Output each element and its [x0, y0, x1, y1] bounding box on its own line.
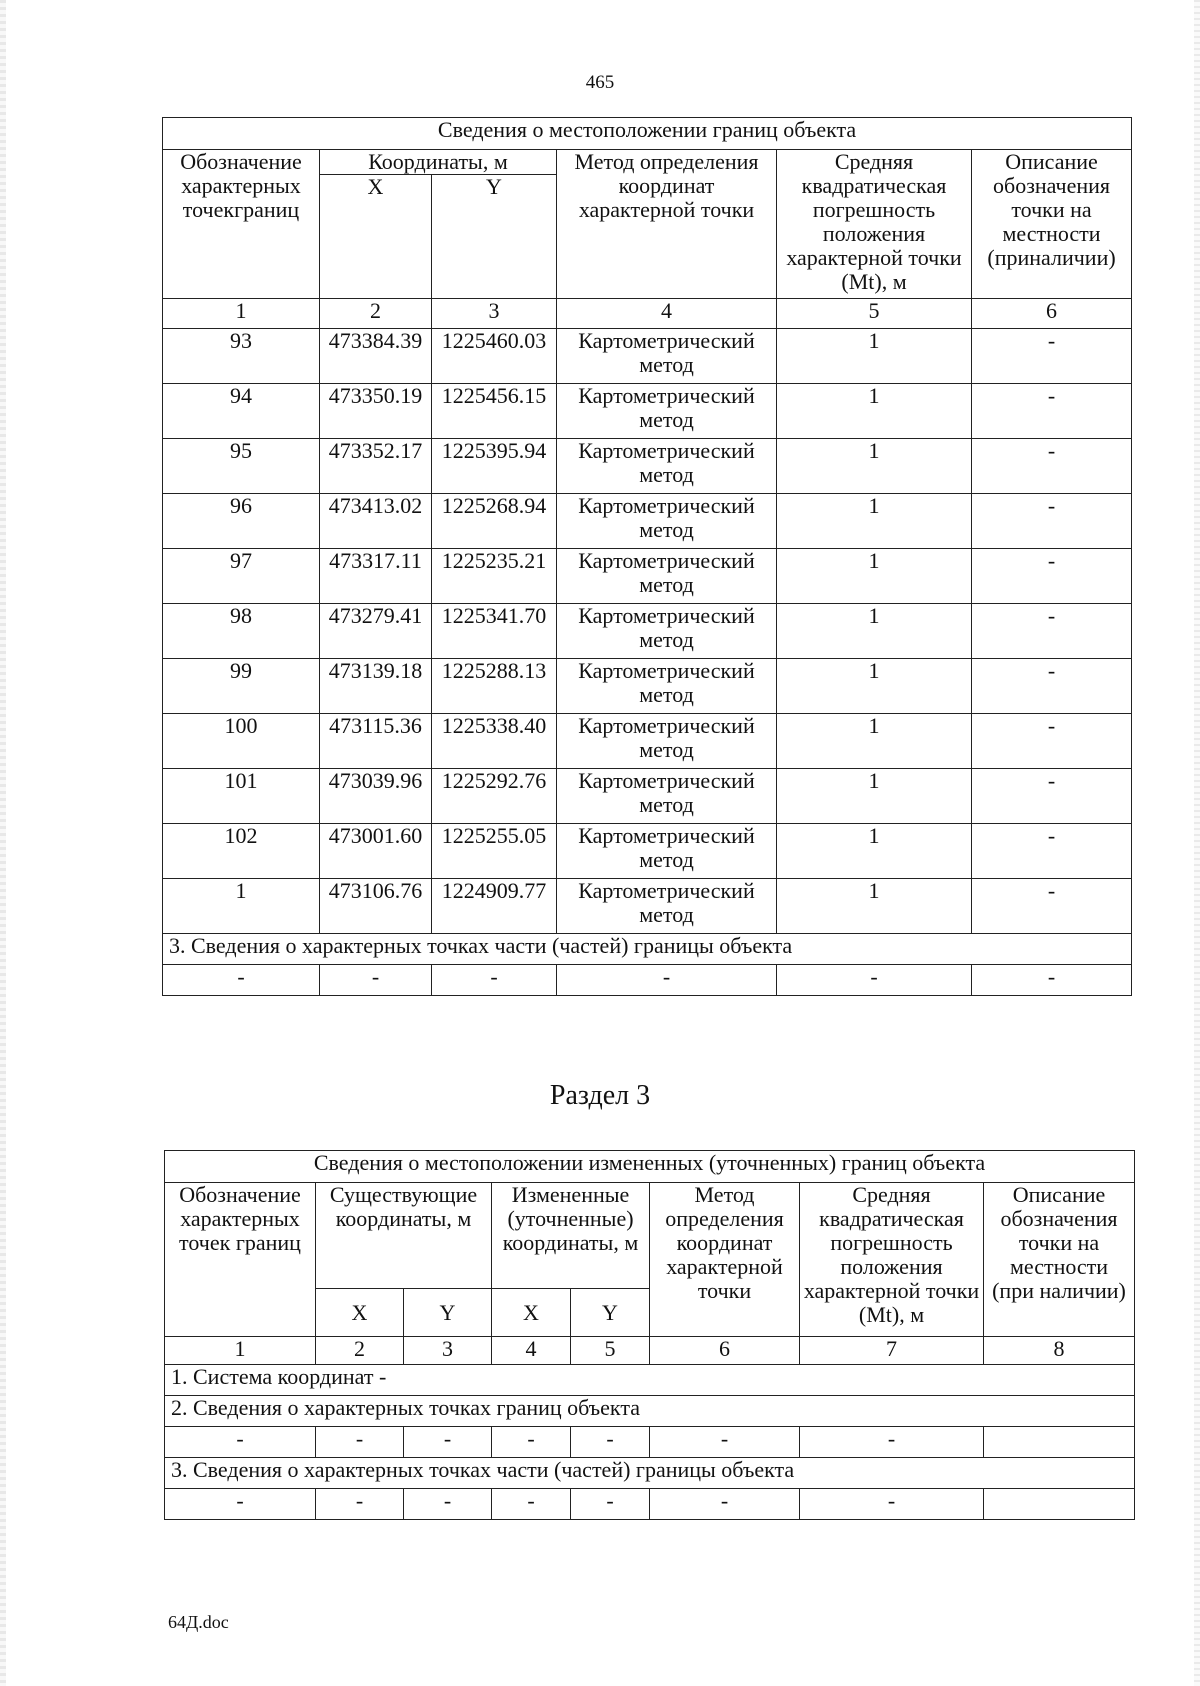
header-x: X [320, 175, 432, 299]
header-y: Y [432, 175, 557, 299]
cell-description: - [972, 494, 1132, 549]
cell-error: 1 [777, 439, 972, 494]
table-title-row [163, 118, 1132, 150]
dash-cell: - [316, 1489, 404, 1520]
cell-error: 1 [777, 384, 972, 439]
cell-x: 473279.41 [320, 604, 432, 659]
cell-description: - [972, 769, 1132, 824]
column-number: 1 [163, 299, 320, 329]
section2-row [165, 1396, 1135, 1427]
cell-point: 93 [163, 329, 320, 384]
cell-y: 1225456.15 [432, 384, 557, 439]
dash-cell [984, 1427, 1135, 1458]
cell-description: - [972, 879, 1132, 934]
cell-x: 473352.17 [320, 439, 432, 494]
cell-y: 1225235.21 [432, 549, 557, 604]
column-number: 5 [777, 299, 972, 329]
header-point: Обозначение характерных точекграниц [163, 150, 320, 299]
section2-label: 2. Сведения о характерных точках границ объекта [165, 1396, 1135, 1427]
column-number: 2 [316, 1337, 404, 1365]
dash-cell: - [800, 1489, 984, 1520]
cell-error: 1 [777, 494, 972, 549]
cell-point: 1 [163, 879, 320, 934]
column-number: 6 [972, 299, 1132, 329]
cell-y: 1224909.77 [432, 879, 557, 934]
cell-point: 99 [163, 659, 320, 714]
table-row [163, 439, 1132, 494]
cell-description: - [972, 659, 1132, 714]
header-coords: Координаты, м [320, 150, 557, 175]
header-description: Описание обозначения точки на местности (при наличии) [984, 1183, 1135, 1337]
cell-description: - [972, 714, 1132, 769]
header-changed-x: X [492, 1289, 571, 1337]
cell-point: 97 [163, 549, 320, 604]
footer-filename: 64Д.doc [168, 1612, 229, 1632]
column-number: 5 [571, 1337, 650, 1365]
column-number: 6 [650, 1337, 800, 1365]
table-row [163, 494, 1132, 549]
cell-x: 473413.02 [320, 494, 432, 549]
cell-x: 473350.19 [320, 384, 432, 439]
cell-y: 1225460.03 [432, 329, 557, 384]
section3-values-row [163, 965, 1132, 996]
cell-error: 1 [777, 604, 972, 659]
cell-error: 1 [777, 549, 972, 604]
column-number: 2 [320, 299, 432, 329]
cell-method: Картометрический метод [557, 824, 777, 879]
cell-description: - [972, 549, 1132, 604]
table-row [163, 384, 1132, 439]
table-row [163, 714, 1132, 769]
scan-edge-left [0, 0, 6, 1686]
header-method: Метод определения координат характерной точки [650, 1183, 800, 1337]
column-number: 3 [404, 1337, 492, 1365]
column-number: 1 [165, 1337, 316, 1365]
cell-point: 94 [163, 384, 320, 439]
cell-method: Картометрический метод [557, 659, 777, 714]
header-existing-y: Y [404, 1289, 492, 1337]
cell-description: - [972, 824, 1132, 879]
cell-description: - [972, 439, 1132, 494]
cell-method: Картометрический метод [557, 714, 777, 769]
header-existing: Существующие координаты, м [316, 1183, 492, 1289]
column-number: 4 [557, 299, 777, 329]
cell-y: 1225255.05 [432, 824, 557, 879]
cell-point: 101 [163, 769, 320, 824]
table-title-row [165, 1151, 1135, 1183]
cell-x: 473001.60 [320, 824, 432, 879]
section3-row [165, 1458, 1135, 1489]
cell-error: 1 [777, 824, 972, 879]
cell-error: 1 [777, 659, 972, 714]
dash-cell: - [557, 965, 777, 996]
header-error: Средняя квадратическая погрешность положения характерной точки (Mt), м [777, 150, 972, 299]
cell-point: 96 [163, 494, 320, 549]
cell-method: Картометрический метод [557, 329, 777, 384]
dash-cell: - [492, 1427, 571, 1458]
column-number: 3 [432, 299, 557, 329]
cell-x: 473139.18 [320, 659, 432, 714]
dash-cell: - [492, 1489, 571, 1520]
coordinate-system-label: 1. Система координат - [165, 1365, 1135, 1396]
cell-y: 1225338.40 [432, 714, 557, 769]
cell-point: 100 [163, 714, 320, 769]
column-number-row [163, 299, 1132, 329]
header-method: Метод определения координат характерной точки [557, 150, 777, 299]
header-row [165, 1183, 1135, 1289]
header-point: Обозначение характерных точек границ [165, 1183, 316, 1337]
header-description: Описание обозначения точки на местности (приналичии) [972, 150, 1132, 299]
dash-cell: - [800, 1427, 984, 1458]
dash-cell: - [571, 1427, 650, 1458]
dash-cell: - [165, 1489, 316, 1520]
cell-description: - [972, 384, 1132, 439]
table-row [163, 604, 1132, 659]
cell-error: 1 [777, 769, 972, 824]
cell-x: 473384.39 [320, 329, 432, 384]
cell-error: 1 [777, 714, 972, 769]
cell-y: 1225292.76 [432, 769, 557, 824]
cell-error: 1 [777, 329, 972, 384]
cell-error: 1 [777, 879, 972, 934]
table-row [163, 769, 1132, 824]
section3-values-row [165, 1489, 1135, 1520]
column-number: 4 [492, 1337, 571, 1365]
dash-cell: - [320, 965, 432, 996]
cell-method: Картометрический метод [557, 384, 777, 439]
table-row [163, 329, 1132, 384]
cell-method: Картометрический метод [557, 604, 777, 659]
cell-x: 473115.36 [320, 714, 432, 769]
dash-cell: - [404, 1489, 492, 1520]
cell-y: 1225288.13 [432, 659, 557, 714]
table-body [163, 329, 1132, 934]
cell-point: 102 [163, 824, 320, 879]
column-number: 8 [984, 1337, 1135, 1365]
section3-row [163, 934, 1132, 965]
header-changed: Измененные (уточненные) координаты, м [492, 1183, 650, 1289]
dash-cell: - [571, 1489, 650, 1520]
cell-description: - [972, 329, 1132, 384]
dash-cell: - [316, 1427, 404, 1458]
cell-point: 98 [163, 604, 320, 659]
cell-y: 1225341.70 [432, 604, 557, 659]
section-heading: Раздел 3 [549, 1080, 651, 1111]
dash-cell: - [165, 1427, 316, 1458]
cell-y: 1225268.94 [432, 494, 557, 549]
table-row [163, 824, 1132, 879]
dash-cell: - [650, 1427, 800, 1458]
dash-cell: - [972, 965, 1132, 996]
dash-cell: - [163, 965, 320, 996]
dash-cell: - [432, 965, 557, 996]
cell-method: Картометрический метод [557, 879, 777, 934]
column-number-row [165, 1337, 1135, 1365]
cell-method: Картометрический метод [557, 549, 777, 604]
cell-method: Картометрический метод [557, 439, 777, 494]
table-row [163, 659, 1132, 714]
dash-cell: - [404, 1427, 492, 1458]
header-row [163, 150, 1132, 175]
section3-label: 3. Сведения о характерных точках части (частей) границы объекта [163, 934, 1132, 965]
cell-x: 473317.11 [320, 549, 432, 604]
page-number: 465 [585, 72, 615, 93]
section3-label: 3. Сведения о характерных точках части (частей) границы объекта [165, 1458, 1135, 1489]
table-title: Сведения о местоположении границ объекта [163, 118, 1132, 150]
coordinate-system-row [165, 1365, 1135, 1396]
column-number: 7 [800, 1337, 984, 1365]
dash-cell: - [650, 1489, 800, 1520]
table-row [163, 879, 1132, 934]
cell-x: 473039.96 [320, 769, 432, 824]
cell-y: 1225395.94 [432, 439, 557, 494]
table-row [163, 549, 1132, 604]
header-existing-x: X [316, 1289, 404, 1337]
dash-cell [984, 1489, 1135, 1520]
scan-edge-right [1194, 0, 1200, 1686]
header-error: Средняя квадратическая погрешность положения характерной точки (Mt), м [800, 1183, 984, 1337]
cell-method: Картометрический метод [557, 769, 777, 824]
header-changed-y: Y [571, 1289, 650, 1337]
cell-method: Картометрический метод [557, 494, 777, 549]
boundary-location-table [162, 117, 1132, 996]
table-title: Сведения о местоположении измененных (уточненных) границ объекта [165, 1151, 1135, 1183]
cell-description: - [972, 604, 1132, 659]
changed-boundary-table [164, 1150, 1135, 1520]
cell-x: 473106.76 [320, 879, 432, 934]
section2-values-row [165, 1427, 1135, 1458]
dash-cell: - [777, 965, 972, 996]
cell-point: 95 [163, 439, 320, 494]
